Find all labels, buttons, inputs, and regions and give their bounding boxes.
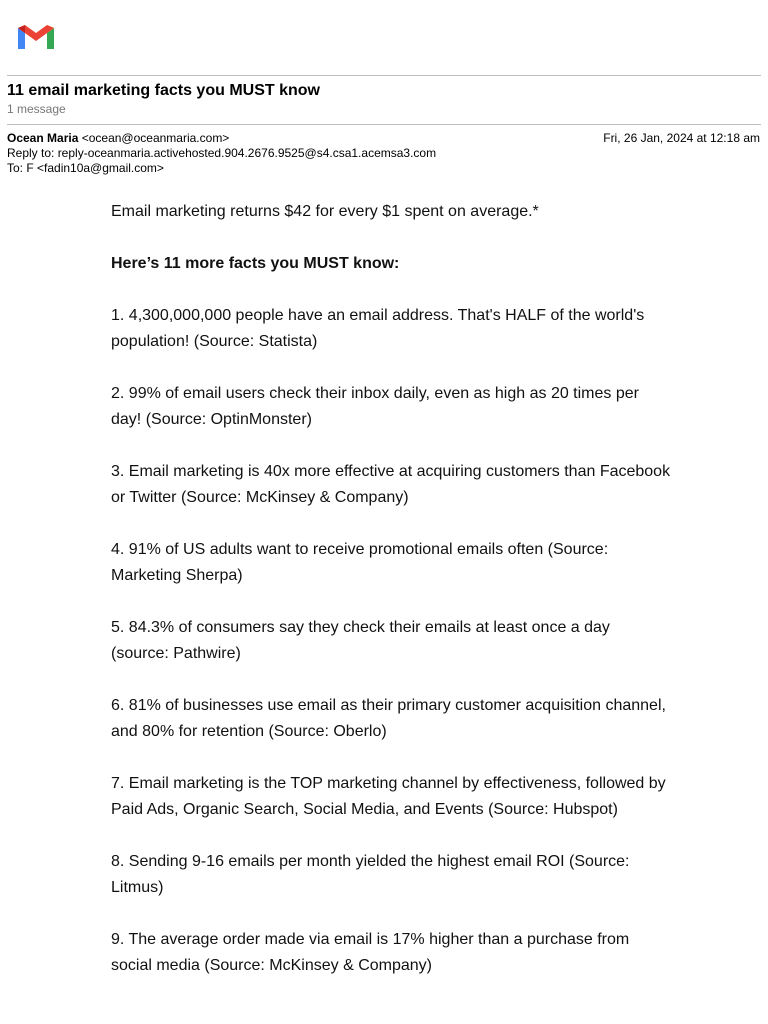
fact-item: 9. The average order made via email is 17% higher than a purchase from social media (Source: McKinsey & Company) <box>111 931 630 974</box>
gmail-logo-icon <box>16 22 56 52</box>
sender-line <box>7 131 229 145</box>
fact-item: 2. 99% of email users check their inbox daily, even as high as 20 times per day! (Source: OptinMonster) <box>111 385 639 428</box>
fact-item: 8. Sending 9-16 emails per month yielded the highest email ROI (Source: Litmus) <box>111 853 630 896</box>
sender-name: Ocean Maria <box>7 131 79 145</box>
fact-item: 5. 84.3% of consumers say they check their emails at least once a day (source: Pathwire) <box>111 619 610 662</box>
email-body <box>111 199 671 1005</box>
intro-text: Email marketing returns $42 for every $1 spent on average.* <box>111 203 539 220</box>
email-date: Fri, 26 Jan, 2024 at 12:18 am <box>603 131 760 145</box>
header-divider <box>7 75 761 76</box>
sender-address: <ocean@oceanmaria.com> <box>81 131 230 145</box>
facts-heading: Here’s 11 more facts you MUST know: <box>111 255 400 272</box>
email-subject: 11 email marketing facts you MUST know <box>7 82 320 99</box>
message-count: 1 message <box>7 102 66 116</box>
fact-item: 4. 91% of US adults want to receive promotional emails often (Source: Marketing Sherpa) <box>111 541 609 584</box>
reply-to-line: Reply to: reply-oceanmaria.activehosted.904.2676.9525@s4.csa1.acemsa3.com <box>7 146 437 160</box>
fact-item: 1. 4,300,000,000 people have an email address. That's HALF of the world's population! (Source: Statista) <box>111 307 645 350</box>
recipient-line: To: F <fadin10a@gmail.com> <box>7 161 164 175</box>
fact-item: 7. Email marketing is the TOP marketing channel by effectiveness, followed by Paid Ads, Organic Search, Social Media, and Events (Source: Hubspot) <box>111 775 666 818</box>
subject-divider <box>7 124 761 125</box>
fact-item: 6. 81% of businesses use email as their primary customer acquisition channel, and 80% for retention (Source: Oberlo) <box>111 697 666 740</box>
fact-item: 3. Email marketing is 40x more effective at acquiring customers than Facebook or Twitter (Source: McKinsey & Company) <box>111 463 671 506</box>
